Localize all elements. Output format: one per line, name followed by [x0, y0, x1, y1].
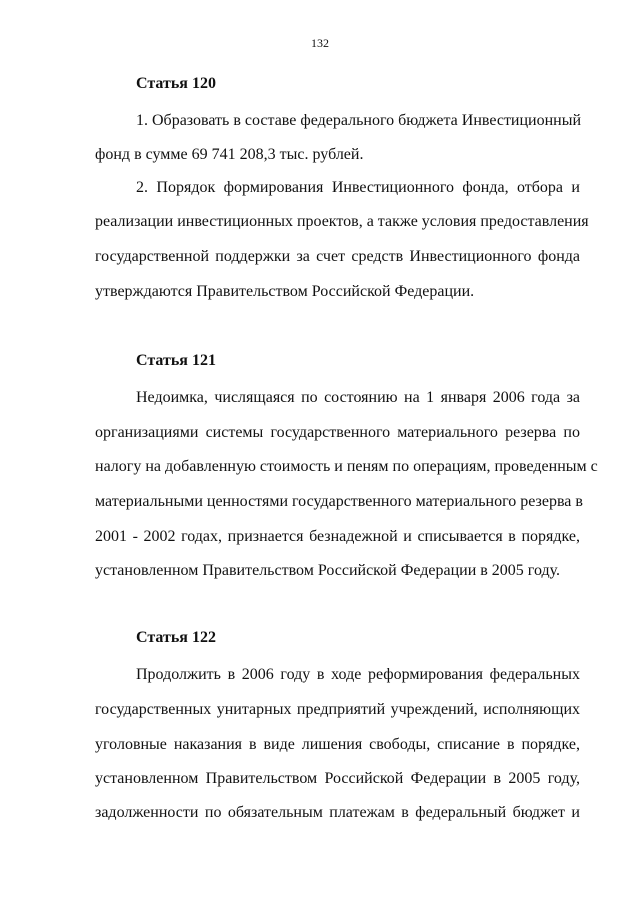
text-line: задолженности по обязательным платежам в федеральный бюджет и	[95, 804, 580, 821]
article-title: Статья 122	[136, 629, 216, 646]
text-line: Недоимка, числящаяся по состоянию на 1 января 2006 года за	[136, 389, 580, 406]
text-line: установленном Правительством Российской Федерации в 2005 году.	[95, 562, 561, 579]
page-number: 132	[311, 36, 329, 50]
text-line: организациями системы государственного материального резерва по	[95, 424, 580, 441]
article-title: Статья 121	[136, 352, 216, 369]
text-line: установленном Правительством Российской Федерации в 2005 году,	[95, 770, 580, 787]
text-line: государственной поддержки за счет средств Инвестиционного фонда	[95, 248, 580, 265]
text-line: утверждаются Правительством Российской Федерации.	[95, 283, 475, 300]
article-title: Статья 120	[136, 75, 216, 92]
text-line: материальными ценностями государственного материального резерва в	[95, 493, 583, 510]
text-line: 1. Образовать в составе федерального бюджета Инвестиционный	[136, 112, 582, 129]
text-line: налогу на добавленную стоимость и пеням по операциям, проведенным с	[95, 458, 598, 475]
text-line: реализации инвестиционных проектов, а также условия предоставления	[95, 213, 589, 230]
text-line: государственных унитарных предприятий учреждений, исполняющих	[95, 701, 580, 718]
text-line: Продолжить в 2006 году в ходе реформирования федеральных	[136, 666, 580, 683]
text-line: 2001 - 2002 годах, признается безнадежной и списывается в порядке,	[95, 528, 580, 545]
text-line: фонд в сумме 69 741 208,3 тыс. рублей.	[95, 146, 364, 163]
text-line: 2. Порядок формирования Инвестиционного фонда, отбора и	[136, 179, 580, 196]
text-line: уголовные наказания в виде лишения свободы, списание в порядке,	[95, 736, 580, 753]
